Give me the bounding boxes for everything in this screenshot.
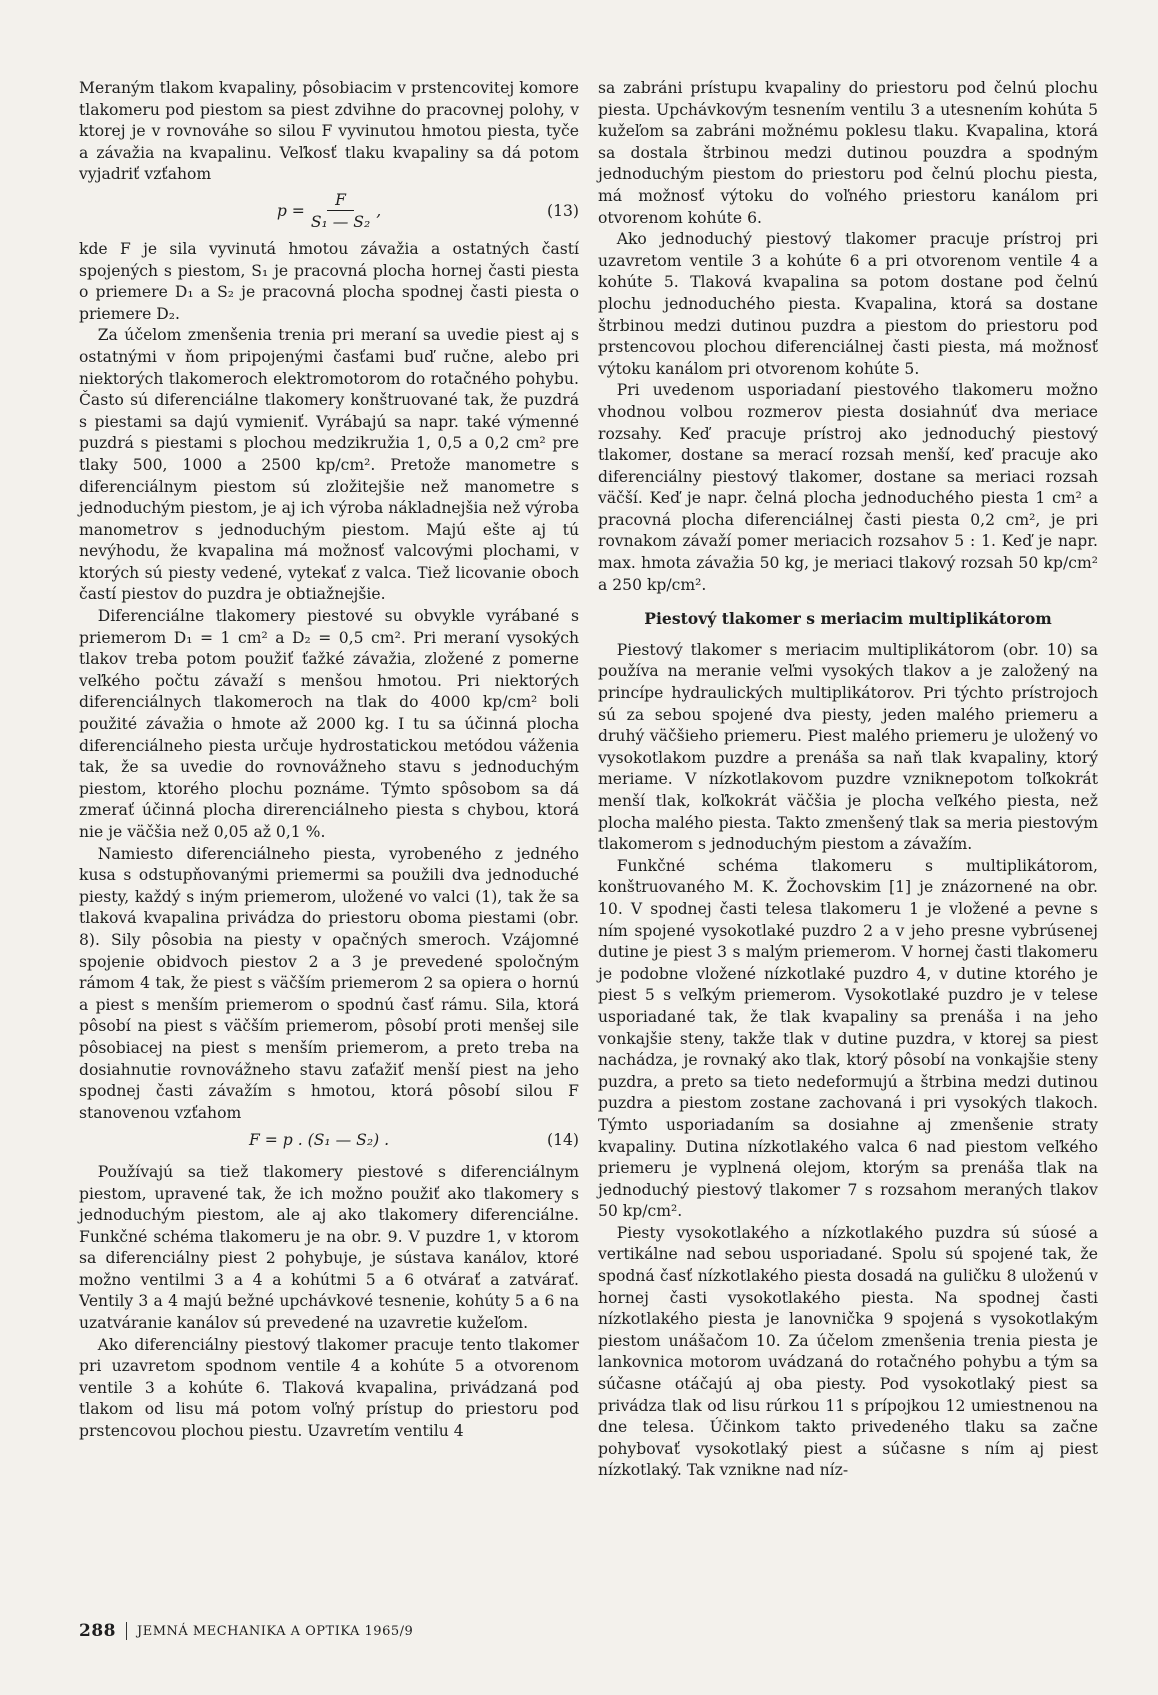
equation-fraction: [311, 190, 370, 233]
paragraph: sa zabráni prístupu kvapaliny do priestoru pod čelnú plochu piesta. Upchávkovým tesnením ventilu 3 a utesnením kohúta 5 kužeľom sa zabráni možnému poklesu tlaku. Kvapalina, ktorá sa dostala štrbinou medzi dutinou pouzdra a spodným jednoduchým piestom do priestoru pod čelnú plochu piesta, má možnosť výtoku do voľného priestoru kanálom pri otvorenom kohúte 6.: [598, 79, 1098, 227]
paragraph: Meraným tlakom kvapaliny, pôsobiacim v prstencovitej komore tlakomeru pod piestom sa piest zdvihne do pracovnej polohy, v ktorej je v rovnováhe so silou F vyvinutou hmotou piesta, tyče a závažia na kvapalinu. Veľkosť tlaku kvapaliny sa dá potom vyjadriť vzťahom: [79, 79, 579, 184]
equation-13: [79, 190, 579, 233]
page-number: 288: [79, 1621, 116, 1641]
equation-number: (14): [546, 1131, 579, 1150]
equation-tail: ,: [376, 201, 382, 220]
paragraph: Používajú sa tiež tlakomery piestové s diferenciálnym piestom, upravené tak, že ich možno použiť ako tlakomery s jednoduchým piestom, ale aj ako tlakomery diferenciálne. Funkčné schéma tlakomeru je na obr. 9. V puzdre 1, v ktorom sa diferenciálny piest 2 pohybuje, je sústava kanálov, ktoré možno ventilmi 3 a 4 a kohútmi 5 a 6 otvárať a zatvárať. Ventily 3 a 4 majú bežné upchávkové tesnenie, kohúty 5 a 6 na uzatváranie kanálov sú prevedené na uzavretie kužeľom.: [79, 1162, 579, 1333]
fraction-denominator: S₁ — S₂: [310, 212, 371, 231]
footer-divider: [126, 1622, 127, 1640]
paragraph: kde F je sila vyvinutá hmotou závažia a ostatných častí spojených s piestom, S₁ je pracovná plocha hornej časti piesta o priemere D₁ a S₂ je pracovná plocha spodnej časti piesta o priemere D₂.: [79, 239, 579, 323]
paragraph: Piesty vysokotlakého a nízkotlakého puzdra sú súosé a vertikálne nad sebou usporiadané. Spolu sú spojené tak, že spodná časť nízkotlakého piesta dosadá na guličku 8 uloženú v hornej časti vysokotlakého piesta. Na spodnej časti nízkotlakého piesta je lanovnička 9 spojená s vysokotlakým piestom unášačom 10. Za účelom zmenšenia trenia piesta je lankovnica motorom uvádzaná do rotačného pohybu a tým sa súčasne otáčajú aj oba piesty. Pod vysokotlaký piest sa privádza tlak od lisu rúrkou 11 s prípojkou 12 umiestnenou na dne telesa. Účinkom takto privedeného tlaku sa začne pohybovať vysokotlaký piest a súčasne s ním aj piest nízkotlaký. Tak vznikne nad níz-: [598, 1223, 1098, 1480]
equation-14: [79, 1130, 579, 1152]
paragraph: Ako diferenciálny piestový tlakomer pracuje tento tlakomer pri uzavretom spodnom ventile 4 a kohúte 5 a otvorenom ventile 3 a kohúte 6. Tlaková kvapalina, privádzaná pod tlakom od lisu má potom voľný prístup do priestoru pod prstencovou plochou piestu. Uzavretím ventilu 4: [79, 1335, 579, 1441]
equation-formula: F = p . (S₁ — S₂) .: [249, 1131, 390, 1150]
left-column: [79, 78, 579, 1443]
fraction-numerator: F: [327, 190, 354, 211]
journal-title: JEMNÁ MECHANIKA A OPTIKA 1965/9: [137, 1623, 414, 1639]
paragraph: Za účelom zmenšenia trenia pri meraní sa uvedie piest aj s ostatnými v ňom pripojenými časťami buď ručne, alebo pri niektorých tlakomeroch elektromotorom do rotačného pohybu. Často sú diferenciálne tlakomery konštruované tak, že puzdrá s piestami sa dajú vymieniť. Vyrábajú sa napr. také výmenné puzdrá s piestami s plochou medzikružia 1, 0,5 a 0,2 cm² pre tlaky 500, 1000 a 2500 kp/cm². Pretože manometre s diferenciálnym piestom sú zložitejšie než manometre s jednoduchým piestom, je aj ich výroba nákladnejšia než výroba manometrov s jednoduchým piestom. Majú ešte aj tú nevýhodu, že kvapalina má možnosť valcovými plochami, v ktorých sú piesty vedené, vytekať z valca. Tiež licovanie oboch častí piestov do puzdra je obtiažnejšie.: [79, 326, 579, 604]
section-heading: Piestový tlakomer s meriacim multiplikátorom: [644, 609, 1052, 629]
paragraph: Namiesto diferenciálneho piesta, vyrobeného z jedného kusa s odstupňovanými priemermi sa použili dva jednoduché piesty, každý s iným priemerom, uložené vo valci (1), tak že sa tlaková kvapalina privádza do priestoru oboma piestami (obr. 8). Sily pôsobia na piesty v opačných smeroch. Vzájomné spojenie obidvoch piestov 2 a 3 je prevedené spoločným rámom 4 tak, že piest s väčším priemerom 2 sa opiera o hornú a piest s menším priemerom o spodnú časť rámu. Sila, ktorá pôsobí na piest s väčším priemerom, pôsobí proti menšej sile pôsobiacej na piest s menším priemerom, a preto treba na dosiahnutie rovnovážneho stavu zaťažiť menší piest na jeho spodnej časti závažím s hmotou, ktorá pôsobí silou F stanovenou vzťahom: [79, 844, 579, 1122]
paragraph: Pri uvedenom usporiadaní piestového tlakomeru možno vhodnou volbou rozmerov piesta dosiahnúť dva meriace rozsahy. Keď pracuje prístroj ako jednoduchý piestový tlakomer, dostane sa merací rozsah menší, keď pracuje ako diferenciálny piestový tlakomer, dostane sa meriaci rozsah väčší. Keď je napr. čelná plocha jednoduchého piesta 1 cm² a pracovná plocha diferenciálnej časti piesta 0,2 cm², je pri rovnakom závaží pomer meriacich rozsahov 5 : 1. Keď je napr. max. hmota závažia 50 kg, je meriaci tlakový rozsah 50 kp/cm² a 250 kp/cm².: [598, 381, 1098, 594]
paragraph: Piestový tlakomer s meriacim multiplikátorom (obr. 10) sa používa na meranie veľmi vysokých tlakov a je založený na princípe hydraulických multiplikátorov. Pri týchto prístrojoch sú za sebou spojené dva piesty, jeden malého priemeru a druhý väčšieho priemeru. Piest malého priemeru je uložený vo vysokotlakom puzdre a prenáša sa naň tlak kvapaliny, ktorý meriame. V nízkotlakovom puzdre vzniknepotom toľkokrát menší tlak, koľkokrát väčšia je plocha veľkého piesta, než plocha malého piesta. Takto zmenšený tlak sa meria piestovým tlakomerom s jednoduchým piestom a závažím.: [598, 640, 1098, 854]
paragraph: Ako jednoduchý piestový tlakomer pracuje prístroj pri uzavretom ventile 3 a kohúte 6 a pri otvorenom ventile 4 a kohúte 5. Tlaková kvapalina sa potom dostane pod čelnú plochu jednoduchého piesta. Kvapalina, ktorá sa dostane štrbinou medzi dutinou puzdra a piestom do priestoru pod prstencovou plochou diferenciálnej časti piesta, má možnosť výtoku kanálom pri otvorenom kohúte 5.: [598, 230, 1098, 378]
right-column: [598, 78, 1098, 1482]
page-footer: [79, 1621, 413, 1641]
paragraph: Funkčné schéma tlakomeru s multiplikátorom, konštruovaného M. K. Žochovskim [1] je znázornené na obr. 10. V spodnej časti telesa tlakomeru 1 je vložené a pevne s ním spojené vysokotlaké puzdro 2 a v jeho presne vybrúsenej dutine je piest 3 s malým priemerom. V hornej časti tlakomeru je podobne vložené nízkotlaké puzdro 4, v dutine ktorého je piest 5 s veľkým priemerom. Vysokotlaké puzdro je v telese usporiadané tak, že tlak kvapaliny sa prenáša i na jeho vonkajšie steny, takže tlak v dutine puzdra, v ktorej sa piest nachádza, je rovnaký ako tlak, ktorý pôsobí na vonkajšie steny puzdra, a preto sa tieto nedeformujú a štrbina medzi dutinou puzdra a piestom zostane zachovaná i pri vysokých tlakoch. Týmto usporiadaním sa dosiahne aj zmenšenie straty kvapaliny. Dutina nízkotlakého valca 6 nad piestom veľkého priemeru je vyplnená olejom, ktorým sa prenáša tlak na jednoduchý piestový tlakomer 7 s rozsahom meraných tlakov 50 kp/cm².: [598, 856, 1098, 1221]
paragraph: Diferenciálne tlakomery piestové su obvykle vyrábané s priemerom D₁ = 1 cm² a D₂ = 0,5 cm². Pri meraní vysokých tlakov treba potom použiť ťažké závažia, zložené z pomerne veľkého počtu závaží s menšou hmotou. Pri niektorých diferenciálnych tlakomeroch na tlak do 4000 kp/cm² boli použité závažia o hmote až 2000 kg. I tu sa účinná plocha diferenciálneho piesta určuje hydrostatickou metódou váženia tak, že sa uvedie do rovnovážneho stavu s jednoduchým piestom, ktorého plochu poznáme. Týmto spôsobom sa dá zmerať účinná plocha direrenciálneho piesta s chybou, ktorá nie je väčšia než 0,05 až 0,1 %.: [79, 607, 579, 841]
equation-lhs: p =: [276, 201, 305, 220]
equation-number: (13): [546, 201, 579, 220]
